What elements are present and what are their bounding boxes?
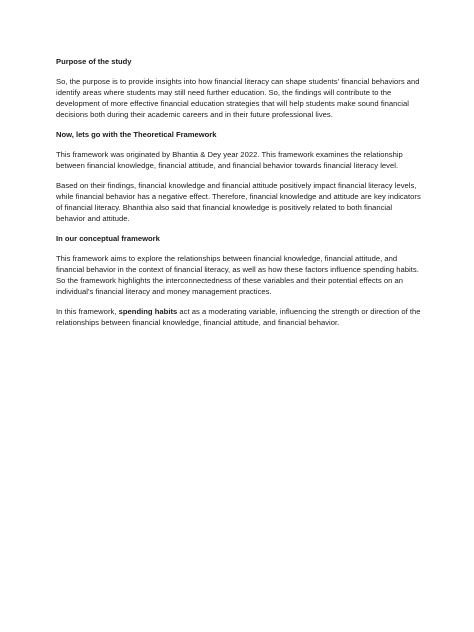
heading-theoretical-framework: Now, lets go with the Theoretical Framework xyxy=(56,130,217,139)
paragraph-framework-findings: Based on their findings, financial knowledge and financial attitude positively impact financial literacy levels, while financial behavior has a negative effect. Therefore, financial knowledge and attitude are key indicators of financial literacy. Bhanthia also said that financial knowledge is positively related to both financial behavior and attitude. xyxy=(56,181,421,223)
spending-habits-intro: In this framework, xyxy=(56,307,119,316)
spending-habits-rest: act as a moderating variable, influencing the strength or direction of the relationships between financial knowledge, financial attitude, and financial behavior. xyxy=(56,307,421,327)
paragraph-framework-origin: This framework was originated by Bhantia & Dey year 2022. This framework examines the relationship between financial knowledge, financial attitude, and financial behavior towards financial literacy level. xyxy=(56,150,403,170)
paragraph-spending-habits xyxy=(56,306,422,328)
spending-habits-term: spending habits xyxy=(118,307,178,316)
paragraph-conceptual-aims: This framework aims to explore the relationships between financial knowledge, financial attitude, and financial behavior in the context of financial literacy, as well as how these factors influence spending habits. So the framework highlights the interconnectedness of these variables and their potential effects on an individual's financial literacy and money management practices. xyxy=(56,254,419,296)
heading-purpose-of-study: Purpose of the study xyxy=(56,57,132,66)
paragraph-purpose: So, the purpose is to provide insights into how financial literacy can shape students' financial behaviors and identify areas where students may still need further education. So, the findings will contribute to the development of more effective financial education strategies that will help students make sound financial decisions both during their academic careers and in their future professional lives. xyxy=(56,77,420,119)
heading-conceptual-framework: In our conceptual framework xyxy=(56,234,160,243)
